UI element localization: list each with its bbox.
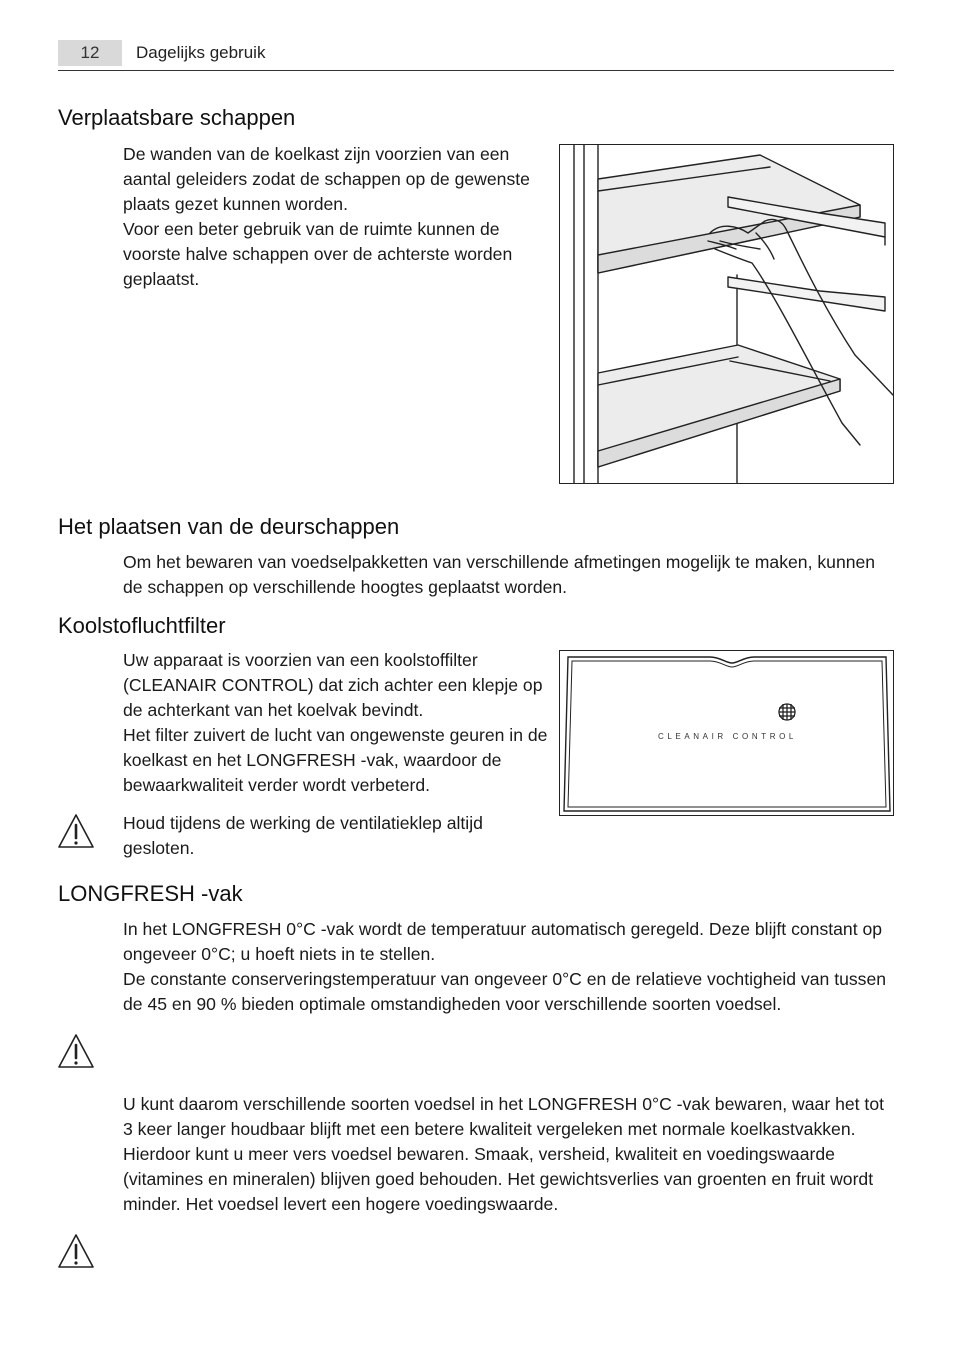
cleanair-label: CLEANAIR CONTROL — [658, 732, 797, 741]
cleanair-illustration — [559, 650, 894, 816]
filter-paragraph-2: Het filter zuivert de lucht van ongewenste geuren in de koelkast en het LONGFRESH -vak, waardoor de bewaarkwaliteit verder wordt verbeterd. — [123, 725, 548, 795]
filter-paragraph-1: Uw apparaat is voorzien van een koolstoffilter (CLEANAIR CONTROL) dat zich achter een klepje op de achterkant van het koelvak bevindt. — [123, 650, 543, 720]
shelves-illustration — [559, 144, 894, 484]
longfresh-paragraph-2: De constante conserveringstemperatuur van ongeveer 0°C en de relatieve vochtigheid van tussen de 45 en 90 % bieden optimale omstandigheden voor verschillende soorten voedsel. — [123, 969, 887, 1014]
shelves-paragraph-2: Voor een beter gebruik van de ruimte kunnen de voorste halve schappen over de achterste worden geplaatst. — [123, 219, 513, 289]
section-title-shelves: Verplaatsbare schappen — [58, 105, 296, 130]
shelves-paragraph-1: De wanden van de koelkast zijn voorzien van een aantal geleiders zodat de schappen op de gewenste plaats gezet kunnen worden. — [123, 144, 530, 214]
warning-triangle-icon — [57, 1232, 95, 1270]
running-title: Dagelijks gebruik — [136, 43, 266, 62]
warning-triangle-icon — [57, 1032, 95, 1070]
header-rule — [58, 70, 894, 71]
section-title-filter: Koolstofluchtfilter — [58, 613, 226, 638]
filter-warning: Houd tijdens de werking de ventilatieklep altijd gesloten. — [123, 813, 483, 858]
door-shelves-text — [123, 550, 893, 600]
page-number: 12 — [58, 40, 122, 66]
filter-text — [123, 648, 548, 798]
longfresh-text-2 — [123, 1092, 893, 1217]
shelf-hand-drawing — [560, 145, 893, 483]
section-title-door-shelves: Het plaatsen van de deurschappen — [58, 514, 400, 539]
longfresh-paragraph-3: U kunt daarom verschillende soorten voedsel in het LONGFRESH 0°C -vak bewaren, waar het tot 3 keer langer houdbaar blijft met een betere kwaliteit vergeleken met normale koelkastvakken. Hierdoor kunt u meer vers voedsel bewaren. Smaak, versheid, kwaliteit en voedingswaarde (vitamines en mineralen) blijven goed behouden. Het gewichtsverlies van groenten en fruit wordt minder. Het voedsel levert een hogere voedingswaarde. — [123, 1094, 884, 1214]
longfresh-text — [123, 917, 893, 1017]
door-shelves-paragraph-1: Om het bewaren van voedselpakketten van verschillende afmetingen mogelijk te maken, kunnen de schappen op verschillende hoogtes geplaatst worden. — [123, 552, 876, 597]
warning-triangle-icon — [57, 812, 95, 850]
shelves-text — [123, 142, 548, 292]
filter-warning-text — [123, 811, 548, 861]
section-title-longfresh: LONGFRESH -vak — [58, 881, 243, 906]
longfresh-paragraph-1: In het LONGFRESH 0°C -vak wordt de temperatuur automatisch geregeld. Deze blijft constant op ongeveer 0°C; u hoeft niets in te stellen. — [123, 919, 883, 964]
grid-globe-icon — [779, 704, 795, 720]
